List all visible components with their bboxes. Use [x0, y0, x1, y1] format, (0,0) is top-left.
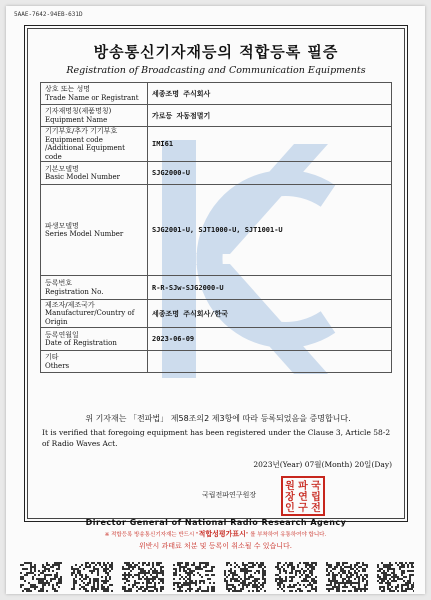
table-row [41, 83, 392, 105]
label-cell: 등록번호 Registration No. [41, 276, 148, 300]
title-english: Registration of Broadcasting and Communication Equipments [66, 65, 366, 76]
barcode-block [224, 562, 266, 592]
svg-text:원: 원 [285, 481, 295, 492]
certificate-sheet [6, 6, 425, 594]
registration-table [40, 82, 392, 373]
manufacturer-value: 세종조명 주식회사/한국 [148, 300, 392, 328]
table-row [41, 105, 392, 127]
barcode-block [275, 562, 317, 592]
penalty-warning: 위반시 과태료 처분 및 등록이 취소될 수 있습니다. [138, 542, 293, 550]
svg-text:전: 전 [311, 503, 321, 514]
statement-english: It is verified that foregoing equipment has been registered under the Clause 3, Article 58-2 of Radio Waves Act. [42, 428, 391, 448]
registration-number-value: R-R-SJw-SJG2000-U [148, 276, 392, 300]
label-cell: 기본모델명 Basic Model Number [41, 162, 148, 185]
inner-border [27, 28, 405, 527]
label-cell: 등록연월일 Date of Registration [41, 328, 148, 351]
others-value [148, 351, 392, 373]
equipment-code-value: IMI61 [148, 127, 392, 162]
series-model-value: SJG2001-U, SJT1000-U, SJT1001-U [148, 185, 392, 276]
label-cell: 기자재명칭(제품명칭) Equipment Name [41, 105, 148, 127]
label-cell: 기타 Others [41, 351, 148, 373]
trade-name-value: 세종조명 주식회사 [148, 83, 392, 105]
barcode-block [173, 562, 215, 592]
label-cell: 제조자/제조국가 Manufacturer/Country of Origin [41, 300, 148, 328]
barcode-block [122, 562, 164, 592]
barcode-block [20, 562, 62, 592]
svg-text:장: 장 [285, 492, 295, 503]
svg-text:인: 인 [285, 503, 295, 514]
svg-text:국: 국 [311, 481, 321, 492]
svg-text:립: 립 [311, 492, 321, 503]
labeling-notice: ※ 적합등록 방송통신기자재는 반드시 "적합성평가표시" 를 부착하여 유통하여야 합니다. [104, 530, 327, 538]
document-barcodes [18, 561, 414, 593]
label-cell: 상호 또는 성명 Trade Name or Registrant [41, 83, 148, 105]
svg-text:연: 연 [298, 492, 308, 503]
barcode-block [377, 562, 414, 592]
svg-text:파: 파 [298, 481, 308, 492]
table-row [41, 300, 392, 328]
registration-date-value: 2023-06-09 [148, 328, 392, 351]
equipment-name-value: 가로등 자동점멸기 [148, 105, 392, 127]
title-korean: 방송통신기자재등의 적합등록 필증 [93, 43, 339, 61]
issuer-korean: 국립전파연구원장 [202, 491, 257, 499]
barcode-block [71, 562, 113, 592]
official-seal [281, 476, 325, 516]
svg-text:구: 구 [298, 503, 308, 514]
table-row [41, 351, 392, 373]
basic-model-value: SJG2000-U [148, 162, 392, 185]
statement-korean: 위 기자재는 「전파법」 제58조의2 제3항에 따라 등록되었음을 증명합니다. [85, 414, 351, 423]
table-row [41, 185, 392, 276]
notice-highlight: 적합성평가표시 [198, 530, 246, 538]
document-code: 5AAE-7642-94EB-631D [14, 11, 83, 18]
label-cell: 기기부호/추가 기기부호 Equipment code /Additional Equipment code [41, 127, 148, 162]
issue-date: 2023년(Year) 07월(Month) 20일(Day) [253, 460, 392, 469]
table-row [41, 162, 392, 185]
issuer-english: Director General of National Radio Research Agency [85, 518, 347, 527]
label-cell: 파생모델명 Series Model Number [41, 185, 148, 276]
barcode-block [326, 562, 368, 592]
table-row [41, 276, 392, 300]
table-row [41, 127, 392, 162]
table-row [41, 328, 392, 351]
certificate-frame [24, 25, 408, 527]
